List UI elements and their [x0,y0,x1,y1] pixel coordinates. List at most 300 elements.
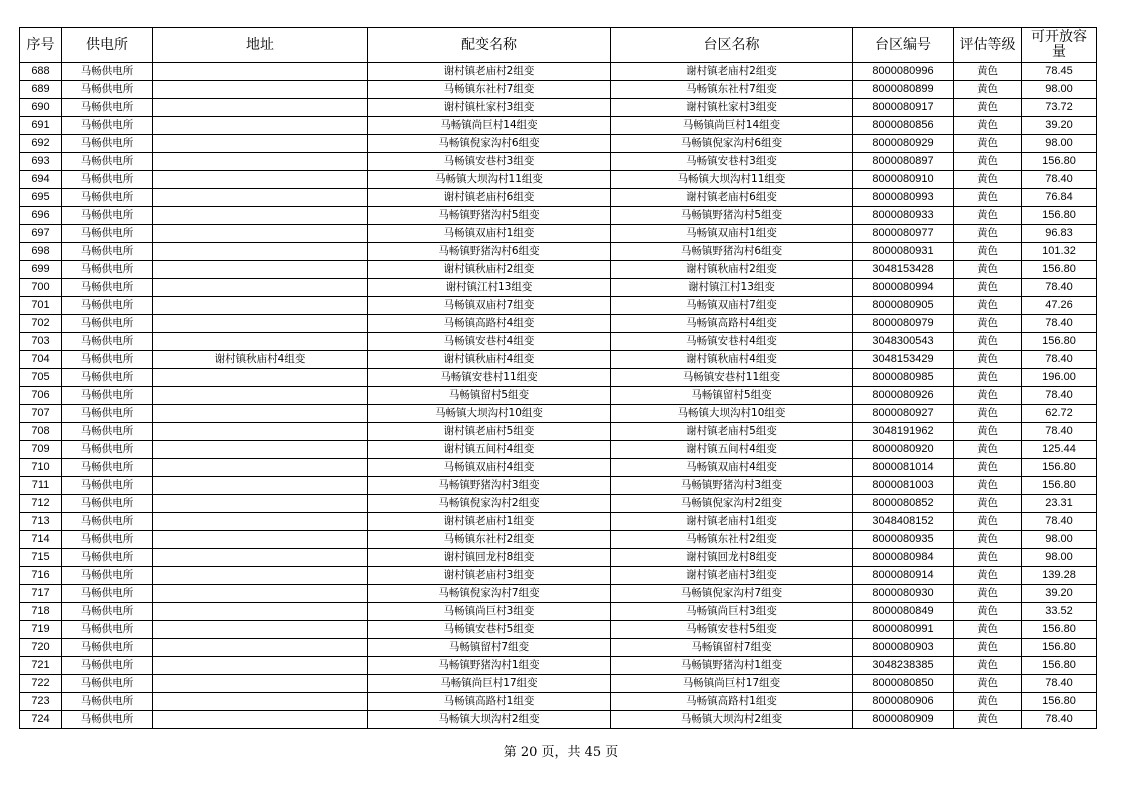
table-row [20,657,1097,675]
area-code-cell: 3048191962 [853,423,954,441]
rating-cell: 黄色 [954,567,1022,585]
rating-cell: 黄色 [954,657,1022,675]
area-name-cell: 马畅镇大坝沟村11组变 [611,171,853,189]
area-name-cell: 谢村镇老庙村3组变 [611,567,853,585]
capacity-cell: 196.00 [1022,369,1097,387]
row-index: 716 [20,567,62,585]
row-index: 714 [20,531,62,549]
address-cell [153,225,368,243]
address-cell [153,117,368,135]
table-row [20,567,1097,585]
address-cell [153,279,368,297]
row-index: 688 [20,63,62,81]
transformer-name-cell: 谢村镇五间村4组变 [368,441,611,459]
capacity-cell: 76.84 [1022,189,1097,207]
rating-cell: 黄色 [954,135,1022,153]
area-code-cell: 8000080917 [853,99,954,117]
capacity-cell: 156.80 [1022,261,1097,279]
capacity-cell: 78.45 [1022,63,1097,81]
capacity-cell: 78.40 [1022,351,1097,369]
transformer-name-cell: 马畅镇高路村4组变 [368,315,611,333]
transformer-name-cell: 马畅镇双庙村1组变 [368,225,611,243]
header-transformer-name: 配变名称 [368,28,611,63]
capacity-cell: 125.44 [1022,441,1097,459]
capacity-cell: 156.80 [1022,153,1097,171]
rating-cell: 黄色 [954,333,1022,351]
address-cell [153,207,368,225]
area-name-cell: 谢村镇秋庙村4组变 [611,351,853,369]
transformer-name-cell: 马畅镇大坝沟村2组变 [368,711,611,729]
row-index: 718 [20,603,62,621]
row-index: 715 [20,549,62,567]
area-code-cell: 8000080991 [853,621,954,639]
capacity-cell: 139.28 [1022,567,1097,585]
row-index: 722 [20,675,62,693]
station-cell: 马畅供电所 [62,495,153,513]
transformer-name-cell: 马畅镇安巷村4组变 [368,333,611,351]
rating-cell: 黄色 [954,189,1022,207]
area-name-cell: 马畅镇大坝沟村2组变 [611,711,853,729]
area-code-cell: 8000080985 [853,369,954,387]
address-cell [153,495,368,513]
table-row [20,117,1097,135]
rating-cell: 黄色 [954,171,1022,189]
transformer-name-cell: 谢村镇老庙村1组变 [368,513,611,531]
area-name-cell: 谢村镇江村13组变 [611,279,853,297]
address-cell [153,621,368,639]
address-cell [153,603,368,621]
address-cell [153,369,368,387]
capacity-cell: 98.00 [1022,135,1097,153]
header-rating: 评估等级 [954,28,1022,63]
station-cell: 马畅供电所 [62,567,153,585]
station-cell: 马畅供电所 [62,189,153,207]
row-index: 696 [20,207,62,225]
area-name-cell: 马畅镇尚巨村17组变 [611,675,853,693]
address-cell [153,243,368,261]
station-cell: 马畅供电所 [62,459,153,477]
rating-cell: 黄色 [954,549,1022,567]
capacity-cell: 156.80 [1022,207,1097,225]
area-name-cell: 谢村镇回龙村8组变 [611,549,853,567]
area-code-cell: 3048408152 [853,513,954,531]
capacity-cell: 78.40 [1022,423,1097,441]
table-row [20,711,1097,729]
row-index: 703 [20,333,62,351]
transformer-name-cell: 马畅镇双庙村7组变 [368,297,611,315]
row-index: 712 [20,495,62,513]
capacity-cell: 62.72 [1022,405,1097,423]
row-index: 697 [20,225,62,243]
capacity-cell: 78.40 [1022,387,1097,405]
area-name-cell: 谢村镇杜家村3组变 [611,99,853,117]
row-index: 706 [20,387,62,405]
header-station: 供电所 [62,28,153,63]
rating-cell: 黄色 [954,711,1022,729]
area-code-cell: 8000080856 [853,117,954,135]
rating-cell: 黄色 [954,693,1022,711]
row-index: 707 [20,405,62,423]
table-row [20,693,1097,711]
rating-cell: 黄色 [954,675,1022,693]
area-code-cell: 8000081014 [853,459,954,477]
table-row [20,441,1097,459]
area-code-cell: 8000080927 [853,405,954,423]
area-code-cell: 8000080933 [853,207,954,225]
capacity-cell: 39.20 [1022,585,1097,603]
address-cell [153,477,368,495]
rating-cell: 黄色 [954,603,1022,621]
station-cell: 马畅供电所 [62,297,153,315]
area-code-cell: 3048238385 [853,657,954,675]
area-code-cell: 8000080931 [853,243,954,261]
address-cell [153,567,368,585]
area-name-cell: 马畅镇倪家沟村7组变 [611,585,853,603]
transformer-name-cell: 马畅镇倪家沟村2组变 [368,495,611,513]
area-code-cell: 8000080914 [853,567,954,585]
area-code-cell: 8000080897 [853,153,954,171]
area-code-cell: 8000080993 [853,189,954,207]
table-row [20,81,1097,99]
address-cell [153,261,368,279]
row-index: 700 [20,279,62,297]
transformer-name-cell: 马畅镇倪家沟村7组变 [368,585,611,603]
station-cell: 马畅供电所 [62,63,153,81]
rating-cell: 黄色 [954,297,1022,315]
table-row [20,675,1097,693]
address-cell [153,423,368,441]
transformer-name-cell: 谢村镇杜家村3组变 [368,99,611,117]
table-row [20,639,1097,657]
address-cell [153,315,368,333]
station-cell: 马畅供电所 [62,315,153,333]
address-cell: 谢村镇秋庙村4组变 [153,351,368,369]
address-cell [153,297,368,315]
row-index: 695 [20,189,62,207]
capacity-cell: 156.80 [1022,693,1097,711]
rating-cell: 黄色 [954,99,1022,117]
rating-cell: 黄色 [954,369,1022,387]
rating-cell: 黄色 [954,621,1022,639]
area-code-cell: 8000080852 [853,495,954,513]
station-cell: 马畅供电所 [62,693,153,711]
area-name-cell: 马畅镇倪家沟村6组变 [611,135,853,153]
area-name-cell: 马畅镇野猪沟村6组变 [611,243,853,261]
address-cell [153,171,368,189]
address-cell [153,459,368,477]
row-index: 708 [20,423,62,441]
row-index: 701 [20,297,62,315]
row-index: 723 [20,693,62,711]
station-cell: 马畅供电所 [62,675,153,693]
rating-cell: 黄色 [954,117,1022,135]
area-name-cell: 马畅镇尚巨村3组变 [611,603,853,621]
table-row [20,585,1097,603]
area-code-cell: 8000080903 [853,639,954,657]
station-cell: 马畅供电所 [62,225,153,243]
transformer-name-cell: 马畅镇野猪沟村5组变 [368,207,611,225]
area-code-cell: 8000080850 [853,675,954,693]
address-cell [153,549,368,567]
station-cell: 马畅供电所 [62,171,153,189]
table-row [20,351,1097,369]
table-row [20,63,1097,81]
row-index: 691 [20,117,62,135]
area-name-cell: 马畅镇尚巨村14组变 [611,117,853,135]
area-name-cell: 马畅镇倪家沟村2组变 [611,495,853,513]
station-cell: 马畅供电所 [62,261,153,279]
rating-cell: 黄色 [954,495,1022,513]
table-row [20,405,1097,423]
rating-cell: 黄色 [954,225,1022,243]
transformer-name-cell: 谢村镇老庙村6组变 [368,189,611,207]
area-code-cell: 3048300543 [853,333,954,351]
table-row [20,459,1097,477]
capacity-cell: 98.00 [1022,531,1097,549]
table-row [20,423,1097,441]
address-cell [153,675,368,693]
capacity-cell: 96.83 [1022,225,1097,243]
address-cell [153,639,368,657]
station-cell: 马畅供电所 [62,99,153,117]
address-cell [153,333,368,351]
area-code-cell: 8000080909 [853,711,954,729]
row-index: 709 [20,441,62,459]
station-cell: 马畅供电所 [62,441,153,459]
row-index: 705 [20,369,62,387]
area-code-cell: 8000081003 [853,477,954,495]
transformer-name-cell: 马畅镇双庙村4组变 [368,459,611,477]
capacity-cell: 156.80 [1022,459,1097,477]
area-name-cell: 谢村镇秋庙村2组变 [611,261,853,279]
area-name-cell: 马畅镇东社村2组变 [611,531,853,549]
table-row [20,189,1097,207]
header-address: 地址 [153,28,368,63]
capacity-cell: 47.26 [1022,297,1097,315]
rating-cell: 黄色 [954,585,1022,603]
rating-cell: 黄色 [954,477,1022,495]
rating-cell: 黄色 [954,279,1022,297]
area-code-cell: 8000080929 [853,135,954,153]
rating-cell: 黄色 [954,351,1022,369]
table-row [20,99,1097,117]
transformer-name-cell: 马畅镇倪家沟村6组变 [368,135,611,153]
transformer-name-cell: 马畅镇尚巨村17组变 [368,675,611,693]
area-code-cell: 8000080930 [853,585,954,603]
area-name-cell: 谢村镇五间村4组变 [611,441,853,459]
row-index: 699 [20,261,62,279]
area-name-cell: 谢村镇老庙村2组变 [611,63,853,81]
area-code-cell: 8000080935 [853,531,954,549]
table-row [20,207,1097,225]
transformer-name-cell: 谢村镇老庙村2组变 [368,63,611,81]
address-cell [153,81,368,99]
table-body [20,63,1097,729]
address-cell [153,63,368,81]
transformer-name-cell: 马畅镇尚巨村14组变 [368,117,611,135]
header-index: 序号 [20,28,62,63]
station-cell: 马畅供电所 [62,117,153,135]
capacity-cell: 98.00 [1022,549,1097,567]
row-index: 710 [20,459,62,477]
row-index: 704 [20,351,62,369]
transformer-name-cell: 马畅镇安巷村5组变 [368,621,611,639]
area-name-cell: 谢村镇老庙村1组变 [611,513,853,531]
address-cell [153,387,368,405]
station-cell: 马畅供电所 [62,657,153,675]
capacity-cell: 101.32 [1022,243,1097,261]
table-row [20,243,1097,261]
table-row [20,171,1097,189]
address-cell [153,189,368,207]
rating-cell: 黄色 [954,387,1022,405]
capacity-cell: 73.72 [1022,99,1097,117]
rating-cell: 黄色 [954,441,1022,459]
transformer-name-cell: 马畅镇东社村2组变 [368,531,611,549]
capacity-cell: 156.80 [1022,657,1097,675]
station-cell: 马畅供电所 [62,711,153,729]
row-index: 724 [20,711,62,729]
area-name-cell: 马畅镇野猪沟村5组变 [611,207,853,225]
area-code-cell: 8000080994 [853,279,954,297]
capacity-cell: 78.40 [1022,513,1097,531]
capacity-cell: 78.40 [1022,711,1097,729]
row-index: 694 [20,171,62,189]
area-name-cell: 马畅镇野猪沟村1组变 [611,657,853,675]
row-index: 692 [20,135,62,153]
capacity-cell: 33.52 [1022,603,1097,621]
station-cell: 马畅供电所 [62,585,153,603]
area-name-cell: 马畅镇安巷村3组变 [611,153,853,171]
area-code-cell: 3048153429 [853,351,954,369]
rating-cell: 黄色 [954,207,1022,225]
address-cell [153,441,368,459]
header-area-code: 台区编号 [853,28,954,63]
area-name-cell: 马畅镇安巷村4组变 [611,333,853,351]
table-row [20,279,1097,297]
transformer-name-cell: 马畅镇留村7组变 [368,639,611,657]
table-row [20,495,1097,513]
area-code-cell: 8000080926 [853,387,954,405]
area-name-cell: 马畅镇东社村7组变 [611,81,853,99]
table-row [20,513,1097,531]
page-footer: 第 20 页，共 45 页 [503,745,619,760]
table-row [20,333,1097,351]
area-name-cell: 马畅镇野猪沟村3组变 [611,477,853,495]
address-cell [153,693,368,711]
row-index: 720 [20,639,62,657]
transformer-name-cell: 谢村镇回龙村8组变 [368,549,611,567]
row-index: 711 [20,477,62,495]
station-cell: 马畅供电所 [62,369,153,387]
transformer-name-cell: 马畅镇高路村1组变 [368,693,611,711]
station-cell: 马畅供电所 [62,243,153,261]
capacity-cell: 78.40 [1022,279,1097,297]
transformer-name-cell: 马畅镇留村5组变 [368,387,611,405]
table-row [20,369,1097,387]
transformer-name-cell: 马畅镇安巷村11组变 [368,369,611,387]
row-index: 721 [20,657,62,675]
capacity-cell: 156.80 [1022,333,1097,351]
station-cell: 马畅供电所 [62,135,153,153]
rating-cell: 黄色 [954,63,1022,81]
row-index: 719 [20,621,62,639]
station-cell: 马畅供电所 [62,603,153,621]
capacity-cell: 78.40 [1022,315,1097,333]
area-code-cell: 8000080984 [853,549,954,567]
transformer-name-cell: 马畅镇安巷村3组变 [368,153,611,171]
table-row [20,549,1097,567]
area-name-cell: 马畅镇留村7组变 [611,639,853,657]
address-cell [153,153,368,171]
capacity-cell: 39.20 [1022,117,1097,135]
area-code-cell: 8000080979 [853,315,954,333]
row-index: 689 [20,81,62,99]
area-name-cell: 谢村镇老庙村5组变 [611,423,853,441]
header-area-name: 台区名称 [611,28,853,63]
transformer-name-cell: 马畅镇尚巨村3组变 [368,603,611,621]
area-code-cell: 8000080905 [853,297,954,315]
station-cell: 马畅供电所 [62,531,153,549]
capacity-cell: 98.00 [1022,81,1097,99]
area-code-cell: 8000080977 [853,225,954,243]
rating-cell: 黄色 [954,81,1022,99]
row-index: 713 [20,513,62,531]
rating-cell: 黄色 [954,261,1022,279]
transformer-name-cell: 马畅镇野猪沟村3组变 [368,477,611,495]
rating-cell: 黄色 [954,531,1022,549]
station-cell: 马畅供电所 [62,81,153,99]
rating-cell: 黄色 [954,513,1022,531]
area-name-cell: 马畅镇高路村4组变 [611,315,853,333]
transformer-name-cell: 马畅镇野猪沟村1组变 [368,657,611,675]
area-name-cell: 马畅镇大坝沟村10组变 [611,405,853,423]
transformer-name-cell: 谢村镇老庙村5组变 [368,423,611,441]
station-cell: 马畅供电所 [62,621,153,639]
address-cell [153,135,368,153]
capacity-cell: 23.31 [1022,495,1097,513]
transformer-name-cell: 马畅镇野猪沟村6组变 [368,243,611,261]
transformer-name-cell: 谢村镇江村13组变 [368,279,611,297]
area-name-cell: 马畅镇安巷村11组变 [611,369,853,387]
area-code-cell: 3048153428 [853,261,954,279]
table-row [20,297,1097,315]
row-index: 693 [20,153,62,171]
station-cell: 马畅供电所 [62,279,153,297]
station-cell: 马畅供电所 [62,423,153,441]
area-code-cell: 8000080920 [853,441,954,459]
area-name-cell: 马畅镇留村5组变 [611,387,853,405]
table-row [20,261,1097,279]
table-row [20,477,1097,495]
row-index: 717 [20,585,62,603]
rating-cell: 黄色 [954,315,1022,333]
table-row [20,135,1097,153]
capacity-cell: 156.80 [1022,477,1097,495]
table-row [20,153,1097,171]
station-cell: 马畅供电所 [62,513,153,531]
address-cell [153,513,368,531]
address-cell [153,657,368,675]
station-cell: 马畅供电所 [62,387,153,405]
area-code-cell: 8000080910 [853,171,954,189]
station-cell: 马畅供电所 [62,207,153,225]
transformer-name-cell: 马畅镇大坝沟村11组变 [368,171,611,189]
address-cell [153,99,368,117]
table-row [20,603,1097,621]
area-code-cell: 8000080849 [853,603,954,621]
area-name-cell: 谢村镇老庙村6组变 [611,189,853,207]
